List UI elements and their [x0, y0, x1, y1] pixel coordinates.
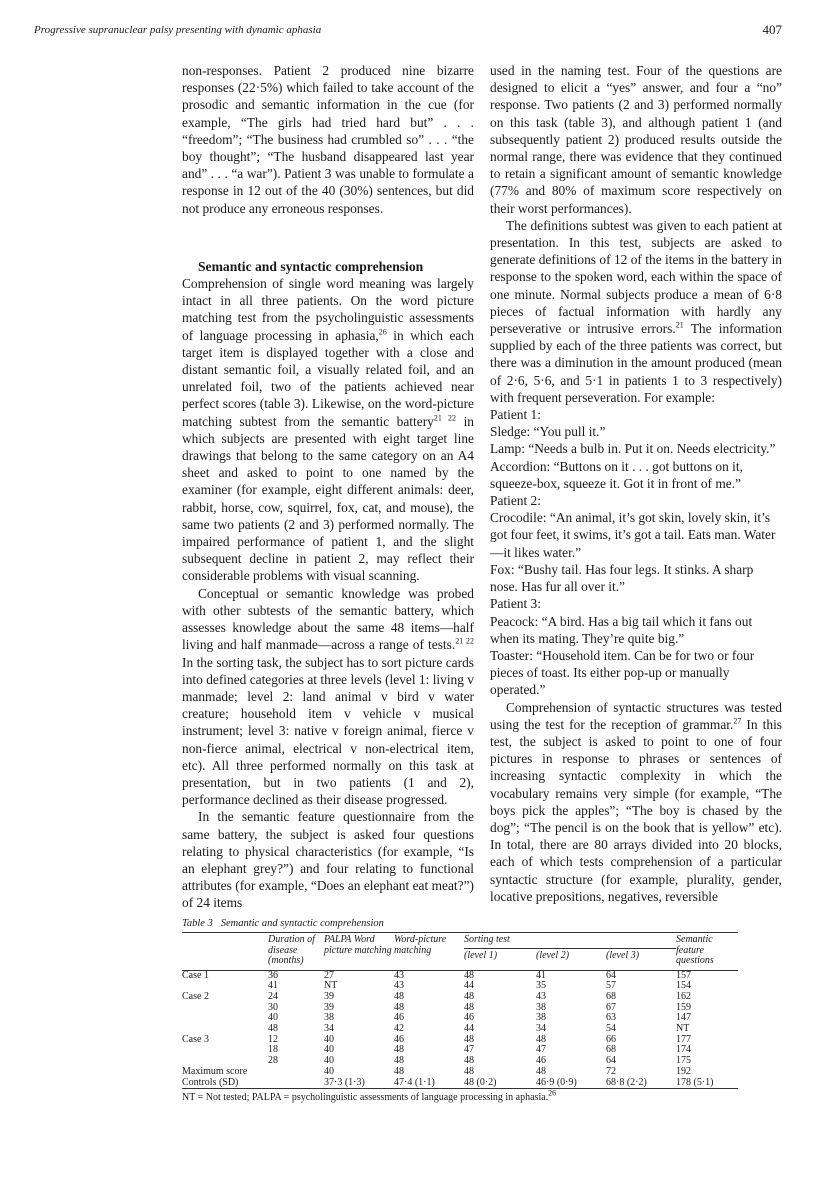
header-level-2: (level 2)	[536, 949, 570, 961]
cell-level-2: 48	[536, 1065, 546, 1077]
cell-duration: 30	[268, 1001, 278, 1013]
cell-word-picture: 43	[394, 969, 404, 981]
cell-level-2: 46·9 (0·9)	[536, 1076, 577, 1088]
reference-superscript: 27	[733, 716, 742, 726]
cell-duration: 18	[268, 1044, 278, 1056]
cell-palpa: 40	[324, 1044, 334, 1056]
paragraph	[182, 275, 474, 585]
cell-level-2: 48	[536, 1033, 546, 1045]
cell-level-3: 72	[606, 1065, 616, 1077]
header-level-1: (level 1)	[464, 949, 498, 961]
patient-label: Patient 3:	[490, 596, 541, 612]
cell-palpa: 38	[324, 1012, 334, 1024]
table-row	[182, 1056, 738, 1067]
cell-level-1: 48	[464, 990, 474, 1002]
cell-palpa: 40	[324, 1055, 334, 1067]
table-bottom-rule	[182, 1088, 738, 1089]
section-heading: Semantic and syntactic comprehension	[198, 258, 424, 274]
reference-superscript: 21 22	[433, 413, 457, 423]
cell-word-picture: 43	[394, 980, 404, 992]
cell-level-2: 34	[536, 1023, 546, 1035]
cell-semantic: 157	[676, 969, 691, 981]
table-row	[182, 1013, 738, 1024]
table-number: Table 3	[182, 918, 213, 929]
cell-semantic: 162	[676, 990, 691, 1002]
cell-duration: 24	[268, 990, 278, 1002]
cell-word-picture: 46	[394, 1012, 404, 1024]
cell-level-1: 44	[464, 980, 474, 992]
row-label	[182, 1045, 268, 1056]
cell-word-picture: 48	[394, 1055, 404, 1067]
header-sorting-group	[464, 933, 676, 967]
cell-level-2: 43	[536, 990, 546, 1002]
cell-level-3: 64	[606, 1055, 616, 1067]
reference-superscript: 21 22	[455, 636, 475, 646]
cell-level-2: 38	[536, 1012, 546, 1024]
table-row	[182, 1078, 738, 1089]
cell-level-3: 68	[606, 990, 616, 1002]
cell-word-picture: 42	[394, 1023, 404, 1035]
cell-level-2: 35	[536, 980, 546, 992]
cell-word-picture: 48	[394, 990, 404, 1002]
cell-duration: 41	[268, 980, 278, 992]
right-column	[490, 62, 782, 905]
header-word-picture: Word-picture matching	[394, 934, 447, 956]
reference-superscript: 21	[675, 320, 684, 330]
patient-label: Patient 1:	[490, 407, 541, 423]
definition-example: Lamp: “Needs a bulb in. Put it on. Needs electricity.”	[490, 441, 776, 457]
cell-word-picture: 47·4 (1·1)	[394, 1076, 435, 1088]
cell-level-3: 66	[606, 1033, 616, 1045]
paragraph: non-responses. Patient 2 produced nine bizarre responses (22·5%) which failed to take account of the prosodic and semantic information in the cue (for example, “The girls had tried hard but” . . . “freedom”; “The business had crumbled so” . . . “the boy thought”; “The husband disappeared last year and” . . . “a war”). Patient 3 was unable to formulate a response in 12 out of the 40 (30%) sentences, but did not produce any erroneous responses.	[182, 63, 474, 216]
cell-palpa: 37·3 (1·3)	[324, 1076, 365, 1088]
cell-level-1: 46	[464, 1012, 474, 1024]
footnote-text: NT = Not tested; PALPA = psycholinguistic assessments of language processing in aphasia.	[182, 1092, 549, 1104]
cell-duration	[268, 1078, 324, 1089]
cell-semantic: NT	[676, 1023, 690, 1035]
row-label: Case 1	[182, 969, 209, 981]
cell-semantic: 178 (5·1)	[676, 1076, 714, 1088]
running-head	[34, 24, 782, 44]
text-run: in which subjects are presented with eight target line drawings that belong to the same category on an A4 sheet and asked to point to one named by the examiner (for example, eight different animals: deer, rabbit, horse, cow, squirrel, fox, cat, and mouse), the same two patients (2 and 3) performed normally. The impaired performance of patient 1, and the slight subsequent decline in patient 2, may reflect their considerable problems with visual scanning.	[182, 413, 474, 584]
cell-level-1: 47	[464, 1044, 474, 1056]
text-run: in which each target item is displayed together with a close and distant semantic foil, a visually related foil, and an unrelated foil, two of the patients achieved near perfect scores (table 3). Likewise, on the word-picture matching subtest from the semantic battery	[182, 327, 474, 429]
text-run: The information supplied by each of the three patients was correct, but there was a diminution in the amount produced (mean of 2·6, 5·6, and 5·1 in patients 1 to 3 respectively) with frequent perseveration. For example:	[490, 321, 782, 405]
header-level-3: (level 3)	[606, 949, 640, 961]
sorting-level-headers	[464, 949, 676, 962]
table-row	[182, 992, 738, 1003]
row-label	[182, 1003, 268, 1014]
cell-level-1: 48	[464, 969, 474, 981]
row-label: Maximum score	[182, 1065, 248, 1077]
text-run: In the sorting task, the subject has to sort picture cards into defined categories at three levels (level 1: living v manmade; level 2: land animal v bird v water creature; household item v vehicle v musical instrument; level 3: native v foreign animal, fierce v non-fierce animal, electrical v non-electrical item, etc). All three performed normally on this task at presentation, but in two patients (1 and 2), performance declined as their disease progressed.	[182, 654, 474, 808]
text-run: The definitions subtest was given to each patient at presentation. In this test, subjects are asked to generate definitions of 12 of the items in the battery in response to the spoken word, each within the space of one minute. Normal subjects produce a mean of 6·8 pieces of factual information with hardly any perseverative or intrusive errors.	[490, 217, 782, 337]
definition-example: Accordion: “Buttons on it . . . got buttons on it, squeeze-box, squeeze it. Got it in front of me.”	[490, 458, 743, 491]
cell-level-1: 48	[464, 1001, 474, 1013]
row-label: Controls (SD)	[182, 1076, 239, 1088]
table-row	[182, 1045, 738, 1056]
cell-duration: 28	[268, 1055, 278, 1067]
cell-level-3: 57	[606, 980, 616, 992]
header-duration: Duration of disease (months)	[268, 934, 315, 966]
cell-palpa: 39	[324, 990, 334, 1002]
cell-palpa: 40	[324, 1033, 334, 1045]
row-label: Case 2	[182, 990, 209, 1002]
cell-palpa: 40	[324, 1065, 334, 1077]
table-body	[182, 971, 738, 1089]
table-row	[182, 1003, 738, 1014]
paragraph: In the semantic feature questionnaire from the same battery, the subject is asked four questions relating to physical characteristics (for example, “Is an elephant grey?”) and four relating to functional attributes (for example, “Does an elephant eat meat?”) of 24 items	[182, 809, 474, 911]
left-column	[182, 62, 474, 912]
paragraph	[490, 217, 782, 406]
text-run: In this test, the subject is asked to point to one of four pictures in response to phrases or sentences of increasing syntactic complexity in which the vocabulary remains very simple (for example, “The boys pick the apples”; “The boy is chased by the dog”; “The pencil is on the book that is yellow” etc). In total, there are 80 arrays divided into 20 blocks, each of which tests comprehension of a particular syntactic structure (for example, plurality, gender, locative prepositions, negatives, reversible	[490, 716, 783, 904]
cell-word-picture: 48	[394, 1001, 404, 1013]
cell-duration: 12	[268, 1033, 278, 1045]
table-row	[182, 971, 738, 982]
table-3	[182, 918, 738, 1103]
cell-semantic: 174	[676, 1044, 691, 1056]
definition-example: Toaster: “Household item. Can be for two or four pieces of toast. Its either pop-up or manually operated.”	[490, 647, 755, 698]
cell-level-3: 54	[606, 1023, 616, 1035]
cell-level-3: 67	[606, 1001, 616, 1013]
cell-semantic: 147	[676, 1012, 691, 1024]
table-row	[182, 1067, 738, 1078]
definition-example: Sledge: “You pull it.”	[490, 424, 606, 440]
cell-level-1: 48	[464, 1065, 474, 1077]
definition-example: Fox: “Bushy tail. Has four legs. It stinks. A sharp nose. Has fur all over it.”	[490, 561, 754, 595]
cell-duration	[268, 1067, 324, 1078]
cell-duration: 36	[268, 969, 278, 981]
text-run: Comprehension of syntactic structures was tested using the test for the reception of grammar.	[490, 699, 782, 732]
cell-word-picture: 46	[394, 1033, 404, 1045]
table-caption	[182, 918, 738, 929]
cell-level-3: 68	[606, 1044, 616, 1056]
row-label: Case 3	[182, 1033, 209, 1045]
cell-level-1: 44	[464, 1023, 474, 1035]
text-run: Conceptual or semantic knowledge was probed with other subtests of the semantic battery, which assesses knowledge about the same 48 items—half living and half manmade—across a range of tests.	[182, 585, 474, 653]
cell-palpa: 39	[324, 1001, 334, 1013]
cell-semantic: 192	[676, 1065, 691, 1077]
header-palpa: PALPA Word picture matching	[324, 934, 392, 956]
table-row	[182, 1035, 738, 1046]
cell-word-picture: 48	[394, 1044, 404, 1056]
cell-palpa: NT	[324, 980, 338, 992]
cell-level-2: 46	[536, 1055, 546, 1067]
cell-duration: 48	[268, 1023, 278, 1035]
definition-example: Crocodile: “An animal, it’s got skin, lovely skin, it’s got four feet, it swims, it’s got a tail. Eats man. Water—it likes water.”	[490, 510, 776, 560]
paragraph	[182, 585, 474, 809]
table-title: Semantic and syntactic comprehension	[220, 918, 384, 929]
cell-palpa: 34	[324, 1023, 334, 1035]
patient-label: Patient 2:	[490, 493, 541, 509]
cell-level-2: 38	[536, 1001, 546, 1013]
cell-level-3: 63	[606, 1012, 616, 1024]
running-head-title: Progressive supranuclear palsy presenting with dynamic aphasia	[34, 24, 322, 36]
reference-superscript: 26	[378, 327, 387, 337]
row-label	[182, 1013, 268, 1024]
cell-semantic: 154	[676, 980, 691, 992]
cell-semantic: 175	[676, 1055, 691, 1067]
table-row	[182, 1024, 738, 1035]
cell-level-2: 41	[536, 969, 546, 981]
cell-semantic: 177	[676, 1033, 691, 1045]
table-row	[182, 981, 738, 992]
cell-level-1: 48	[464, 1055, 474, 1067]
definition-example: Peacock: “A bird. Has a big tail which it fans out when its mating. They’re quite big.”	[490, 613, 753, 646]
paragraph: used in the naming test. Four of the questions are designed to elicit a “yes” answer, and four a “no” response. Two patients (2 and 3) performed normally on this task (table 3), and although patient 1 (and subsequently patient 2) produced results outside the normal range, there was evidence that they continued to retain a significant amount of semantic knowledge (77% and 80% of maximum score respectively on their worst performances).	[490, 63, 782, 216]
cell-level-3: 64	[606, 969, 616, 981]
cell-level-1: 48 (0·2)	[464, 1076, 497, 1088]
cell-level-1: 48	[464, 1033, 474, 1045]
cell-semantic: 159	[676, 1001, 691, 1013]
reference-superscript: 26	[548, 1088, 557, 1098]
section-gap	[182, 217, 474, 258]
cell-level-2: 47	[536, 1044, 546, 1056]
cell-level-3: 68·8 (2·2)	[606, 1076, 647, 1088]
table-footnote	[182, 1088, 738, 1104]
header-semantic: Semantic feature questions	[676, 934, 714, 966]
page-number: 407	[762, 22, 782, 37]
cell-palpa: 27	[324, 969, 334, 981]
header-sorting: Sorting test	[464, 935, 676, 949]
cell-word-picture: 48	[394, 1065, 404, 1077]
cell-duration: 40	[268, 1012, 278, 1024]
results-table	[182, 933, 738, 1088]
header-blank	[182, 933, 268, 967]
paragraph	[490, 699, 782, 905]
text-run: Comprehension of single word meaning was largely intact in all three patients. On the word picture matching test from the psycholinguistic assessments of language processing in aphasia,	[182, 276, 474, 343]
